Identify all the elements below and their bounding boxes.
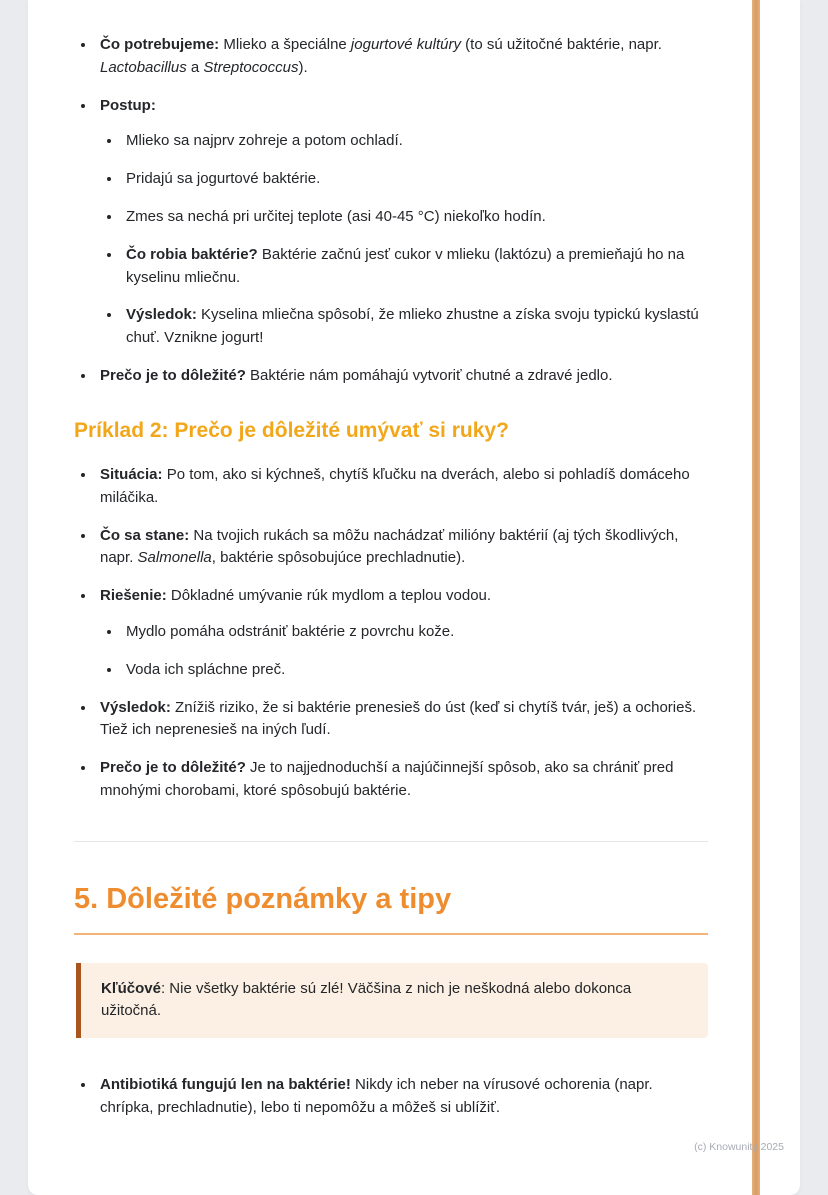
callout-text: Kľúčové: Nie všetky baktérie sú zlé! Väčšina z nich je neškodná alebo dokonca užitočná. [101,979,632,1020]
tips-list [74,1074,708,1120]
handwashing-list [74,464,708,803]
list-item [96,585,708,681]
section5-heading: 5. Dôležité poznámky a tipy [74,882,708,935]
list-item: • Zmes sa nechá pri určitej teplote (asi 40-45 °C) niekoľko hodín. [122,206,708,229]
list-item: • Antibiotiká fungujú len na baktérie! Nikdy ich neber na vírusové ochorenia (napr. chrípka, prechladnutie), lebo ti nepomôžu a môžeš si ublížiť. [96,1074,708,1120]
document-page [28,0,800,1195]
list-item: • Prečo je to dôležité? Baktérie nám pomáhajú vytvoriť chutné a zdravé jedlo. [96,365,708,388]
page-edge-bar [752,0,760,1195]
handwashing-sublist [100,621,708,682]
list-item: • Pridajú sa jogurtové baktérie. [122,168,708,191]
list-item-label: Postup: [100,96,156,114]
list-item [96,95,708,350]
example2-heading: Príklad 2: Prečo je dôležité umývať si ruky? [74,418,509,442]
yogurt-steps-sublist [100,130,708,350]
yogurt-process-list [74,34,708,388]
list-item: • Čo robia baktérie? Baktérie začnú jesť cukor v mlieku (laktózu) a premieňajú ho na kyselinu mliečnu. [122,244,708,290]
list-item: • Výsledok: Kyselina mliečna spôsobí, že mlieko zhustne a získa svoju typickú kyslastú chuť. Vznikne jogurt! [122,304,708,350]
copyright-footer: (c) Knowunity 2025 [694,1140,784,1153]
list-item: • Čo potrebujeme: Mlieko a špeciálne jogurtové kultúry (to sú užitočné baktérie, napr. Lactobacillus a Streptococcus). [96,34,708,80]
list-item: • Čo sa stane: Na tvojich rukách sa môžu nachádzať milióny baktérií (aj tých škodlivých, napr. Salmonella, baktérie spôsobujúce prechladnutie). [96,525,708,571]
document-content [28,0,800,1195]
list-item: • Výsledok: Znížiš riziko, že si baktérie prenesieš do úst (keď si chytíš tvár, ješ) a ochorieš. Tiež ich neprenesieš na iných ľudí. [96,697,708,743]
section-divider [74,841,708,842]
list-item: • Mydlo pomáha odstrániť baktérie z povrchu kože. [122,621,708,644]
list-item: • Situácia: Po tom, ako si kýchneš, chytíš kľučku na dverách, alebo si pohladíš domáceho miláčika. [96,464,708,510]
list-item: • Prečo je to dôležité? Je to najjednoduchší a najúčinnejší spôsob, ako sa chrániť pred mnohými chorobami, ktoré spôsobujú baktérie. [96,757,708,803]
list-item: • Voda ich spláchne preč. [122,659,708,682]
list-item: • Mlieko sa najprv zohreje a potom ochladí. [122,130,708,153]
list-item-label: Riešenie: Dôkladné umývanie rúk mydlom a teplou vodou. [100,587,492,605]
key-note-callout [76,963,708,1039]
